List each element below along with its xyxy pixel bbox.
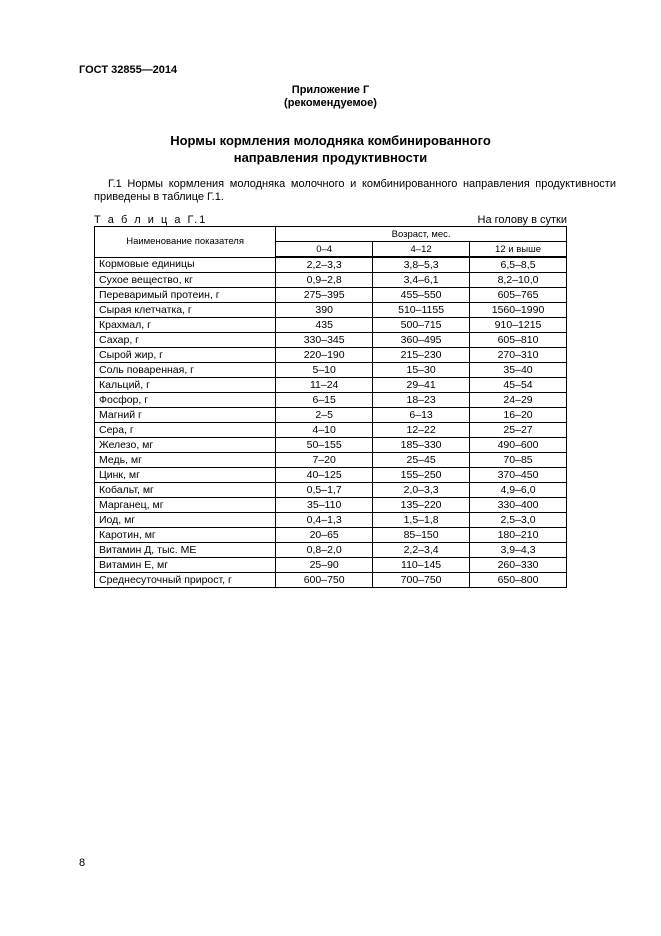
table-row [95, 513, 567, 528]
row-value-age-12-plus: 3,9–4,3 [470, 543, 567, 558]
table-row [95, 453, 567, 468]
row-value-age-4-12: 135–220 [373, 498, 470, 513]
row-value-age-12-plus: 70–85 [470, 453, 567, 468]
row-value-age-12-plus: 45–54 [470, 378, 567, 393]
row-value-age-0-4: 4–10 [276, 423, 373, 438]
row-indicator-name: Кормовые единицы [95, 257, 276, 273]
row-value-age-4-12: 6–13 [373, 408, 470, 423]
standard-header: ГОСТ 32855—2014 [79, 64, 178, 76]
row-value-age-0-4: 0,8–2,0 [276, 543, 373, 558]
row-indicator-name: Марганец, мг [95, 498, 276, 513]
row-value-age-4-12: 185–330 [373, 438, 470, 453]
table-row [95, 543, 567, 558]
table-row [95, 483, 567, 498]
row-value-age-4-12: 510–1155 [373, 303, 470, 318]
feeding-norms-table [94, 226, 567, 588]
table-row [95, 303, 567, 318]
row-value-age-4-12: 18–23 [373, 393, 470, 408]
row-indicator-name: Витамин Е, мг [95, 558, 276, 573]
row-value-age-12-plus: 330–400 [470, 498, 567, 513]
row-value-age-4-12: 2,2–3,4 [373, 543, 470, 558]
row-value-age-12-plus: 650–800 [470, 573, 567, 588]
row-indicator-name: Кальций, г [95, 378, 276, 393]
table-row [95, 288, 567, 303]
row-value-age-4-12: 1,5–1,8 [373, 513, 470, 528]
intro-line-1: Г.1 Нормы кормления молодняка молочного и комбинированного направления продуктивности [108, 178, 616, 190]
row-value-age-12-plus: 4,9–6,0 [470, 483, 567, 498]
row-value-age-0-4: 2,2–3,3 [276, 257, 373, 273]
row-value-age-4-12: 25–45 [373, 453, 470, 468]
header-age-group: Возраст, мес. [276, 227, 567, 242]
row-value-age-12-plus: 25–27 [470, 423, 567, 438]
row-value-age-12-plus: 605–810 [470, 333, 567, 348]
row-value-age-4-12: 3,8–5,3 [373, 257, 470, 273]
row-value-age-4-12: 700–750 [373, 573, 470, 588]
row-value-age-4-12: 3,4–6,1 [373, 273, 470, 288]
row-indicator-name: Переваримый протеин, г [95, 288, 276, 303]
row-value-age-0-4: 390 [276, 303, 373, 318]
row-indicator-name: Крахмал, г [95, 318, 276, 333]
row-indicator-name: Сера, г [95, 423, 276, 438]
table-body [95, 257, 567, 588]
row-value-age-0-4: 40–125 [276, 468, 373, 483]
table-row [95, 393, 567, 408]
section-title-line-2: направления продуктивности [233, 150, 428, 165]
table-row [95, 573, 567, 588]
row-value-age-12-plus: 6,5–8,5 [470, 257, 567, 273]
header-age-12-plus: 12 и выше [470, 242, 567, 258]
table-row [95, 318, 567, 333]
table-row [95, 363, 567, 378]
row-value-age-4-12: 85–150 [373, 528, 470, 543]
row-value-age-0-4: 25–90 [276, 558, 373, 573]
row-value-age-12-plus: 490–600 [470, 438, 567, 453]
row-value-age-4-12: 215–230 [373, 348, 470, 363]
row-indicator-name: Среднесуточный прирост, г [95, 573, 276, 588]
row-value-age-4-12: 360–495 [373, 333, 470, 348]
row-value-age-12-plus: 2,5–3,0 [470, 513, 567, 528]
table-row [95, 378, 567, 393]
row-value-age-12-plus: 370–450 [470, 468, 567, 483]
row-indicator-name: Сырая клетчатка, г [95, 303, 276, 318]
row-value-age-12-plus: 180–210 [470, 528, 567, 543]
row-indicator-name: Соль поваренная, г [95, 363, 276, 378]
table-row [95, 257, 567, 273]
table-row [95, 423, 567, 438]
row-value-age-4-12: 155–250 [373, 468, 470, 483]
row-indicator-name: Сырой жир, г [95, 348, 276, 363]
row-value-age-0-4: 600–750 [276, 573, 373, 588]
row-value-age-0-4: 50–155 [276, 438, 373, 453]
row-value-age-4-12: 110–145 [373, 558, 470, 573]
row-value-age-0-4: 330–345 [276, 333, 373, 348]
table-row [95, 348, 567, 363]
section-title-line-1: Нормы кормления молодняка комбинированного [170, 133, 491, 148]
table-unit-note: На голову в сутки [477, 214, 567, 226]
row-indicator-name: Сахар, г [95, 333, 276, 348]
row-value-age-0-4: 35–110 [276, 498, 373, 513]
row-value-age-4-12: 29–41 [373, 378, 470, 393]
row-value-age-0-4: 435 [276, 318, 373, 333]
row-indicator-name: Фосфор, г [95, 393, 276, 408]
table-row [95, 558, 567, 573]
row-indicator-name: Сухое вещество, кг [95, 273, 276, 288]
row-value-age-4-12: 12–22 [373, 423, 470, 438]
row-value-age-0-4: 0,9–2,8 [276, 273, 373, 288]
row-value-age-0-4: 0,5–1,7 [276, 483, 373, 498]
table-row [95, 528, 567, 543]
row-value-age-12-plus: 270–310 [470, 348, 567, 363]
header-indicator-name: Наименование показателя [95, 227, 276, 258]
row-value-age-0-4: 275–395 [276, 288, 373, 303]
row-value-age-12-plus: 605–765 [470, 288, 567, 303]
table-row [95, 333, 567, 348]
row-value-age-4-12: 500–715 [373, 318, 470, 333]
table-row [95, 273, 567, 288]
row-value-age-0-4: 20–65 [276, 528, 373, 543]
header-age-0-4: 0–4 [276, 242, 373, 258]
row-value-age-12-plus: 24–29 [470, 393, 567, 408]
header-age-4-12: 4–12 [373, 242, 470, 258]
row-value-age-12-plus: 910–1215 [470, 318, 567, 333]
table-row [95, 438, 567, 453]
intro-paragraph [94, 178, 616, 204]
row-value-age-0-4: 0,4–1,3 [276, 513, 373, 528]
row-indicator-name: Витамин Д, тыс. МЕ [95, 543, 276, 558]
row-value-age-4-12: 455–550 [373, 288, 470, 303]
row-value-age-0-4: 220–190 [276, 348, 373, 363]
row-value-age-4-12: 2,0–3,3 [373, 483, 470, 498]
row-indicator-name: Каротин, мг [95, 528, 276, 543]
row-value-age-0-4: 6–15 [276, 393, 373, 408]
row-value-age-4-12: 15–30 [373, 363, 470, 378]
appendix-status: (рекомендуемое) [284, 97, 377, 109]
page-number: 8 [79, 857, 86, 869]
table-caption: Т а б л и ц а Г.1 [94, 214, 208, 226]
table-row [95, 408, 567, 423]
row-indicator-name: Иод, мг [95, 513, 276, 528]
row-indicator-name: Магний г [95, 408, 276, 423]
table-row [95, 468, 567, 483]
row-indicator-name: Медь, мг [95, 453, 276, 468]
appendix-title: Приложение Г [291, 84, 370, 96]
row-value-age-0-4: 2–5 [276, 408, 373, 423]
intro-line-2: приведены в таблице Г.1. [94, 191, 224, 203]
row-indicator-name: Кобальт, мг [95, 483, 276, 498]
row-value-age-12-plus: 8,2–10,0 [470, 273, 567, 288]
row-value-age-0-4: 7–20 [276, 453, 373, 468]
row-indicator-name: Железо, мг [95, 438, 276, 453]
row-value-age-12-plus: 1560–1990 [470, 303, 567, 318]
row-value-age-0-4: 11–24 [276, 378, 373, 393]
row-value-age-0-4: 5–10 [276, 363, 373, 378]
table-row [95, 498, 567, 513]
row-value-age-12-plus: 35–40 [470, 363, 567, 378]
row-value-age-12-plus: 16–20 [470, 408, 567, 423]
row-value-age-12-plus: 260–330 [470, 558, 567, 573]
row-indicator-name: Цинк, мг [95, 468, 276, 483]
